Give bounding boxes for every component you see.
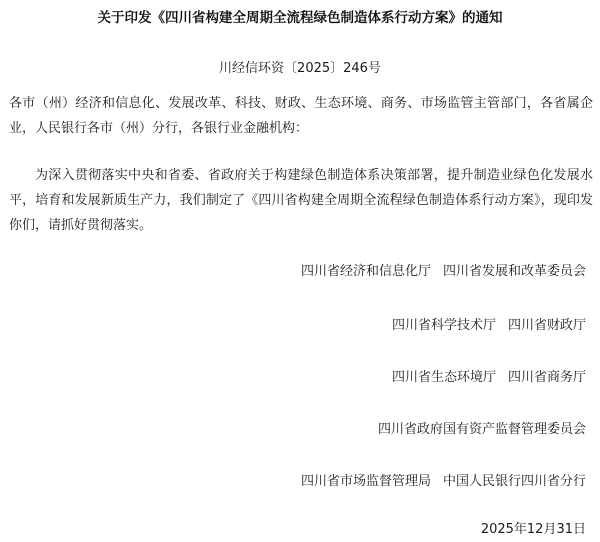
issue-date: 2025年12月31日 <box>480 522 586 537</box>
issuing-agency: 中国人民银行四川省分行 <box>442 474 586 489</box>
issuing-agency: 四川省科学技术厅 <box>391 318 496 333</box>
issuing-agency: 四川省财政厅 <box>507 318 586 333</box>
recipients-paragraph: 各市（州）经济和信息化、发展改革、科技、财政、生态环境、商务、市场监管主管部门，各省属企业，人民银行各市（州）分行，各银行业金融机构： <box>9 96 593 136</box>
signatory-line <box>392 317 586 335</box>
issuing-agency: 四川省发展和改革委员会 <box>442 264 586 279</box>
issuing-agency: 四川省生态环境厅 <box>391 370 496 385</box>
notice-title: 关于印发《四川省构建全周期全流程绿色制造体系行动方案》的通知 <box>97 10 503 26</box>
document-number: 川经信环资〔2025〕246号 <box>219 61 381 76</box>
issuing-agency: 四川省经济和信息化厅 <box>300 264 431 279</box>
issuing-agency: 四川省市场监督管理局 <box>300 474 431 489</box>
signatory-line <box>392 369 586 387</box>
body-paragraph: 为深入贯彻落实中央和省委、省政府关于构建绿色制造体系决策部署，提升制造业绿色化发展水平，培育和发展新质生产力，我们制定了《四川省构建全周期全流程绿色制造体系行动方案》，现印发你们，请抓好贯彻落实。 <box>9 168 593 233</box>
signatory-line <box>301 263 586 281</box>
signatory-line <box>378 421 586 439</box>
issuing-agency: 四川省商务厅 <box>507 370 586 385</box>
issuing-agency: 四川省政府国有资产监督管理委员会 <box>377 422 586 437</box>
signatory-line <box>301 473 586 491</box>
